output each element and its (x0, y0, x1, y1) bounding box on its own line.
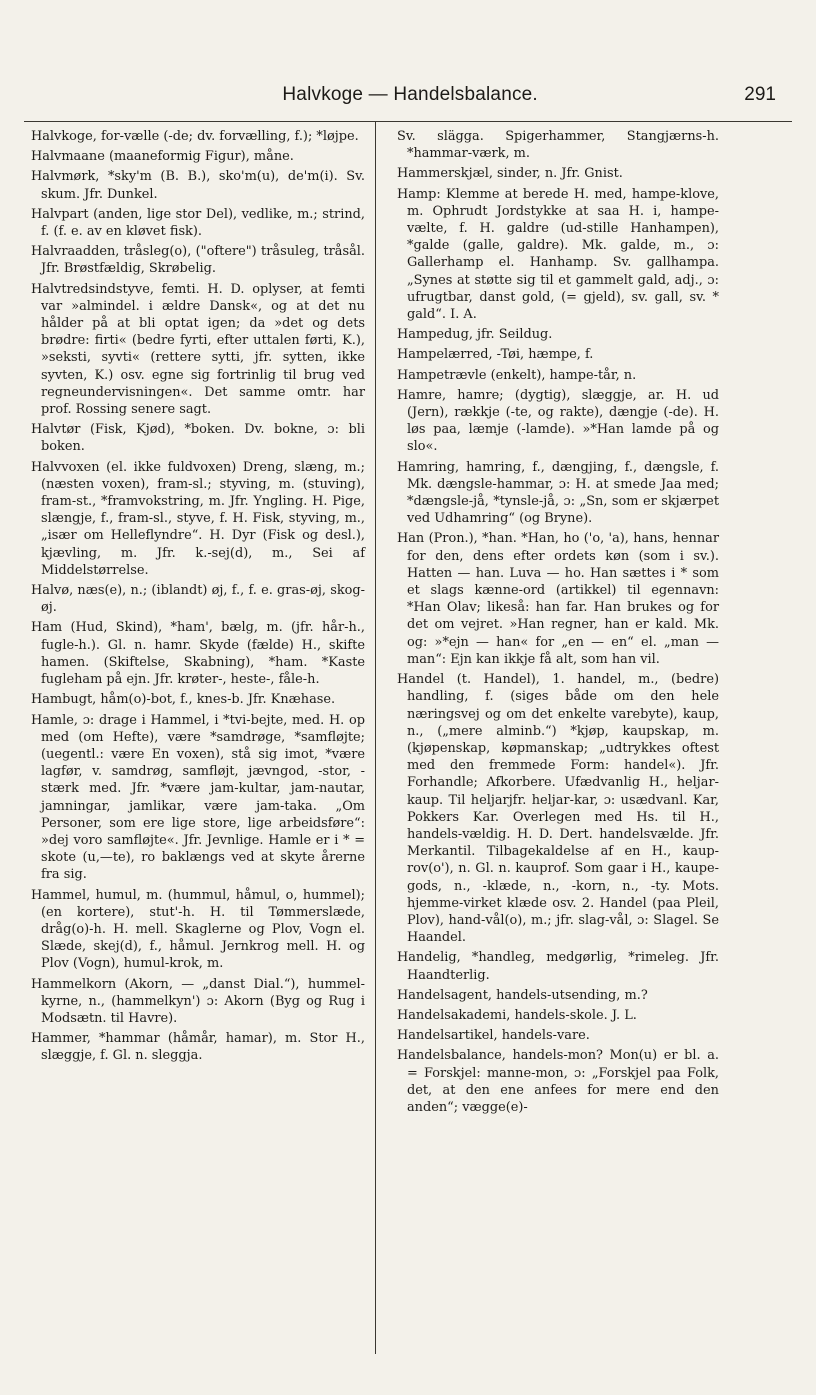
dictionary-entry: Halvtør (Fisk, Kjød), *boken. Dv. bokne, ɔ: bli boken. (31, 422, 365, 455)
dictionary-entry: Halvraadden, tråsleg(o), ("oftere") tråsuleg, tråsål. Jfr. Brøstfældig, Skrøbelig. (31, 244, 365, 277)
dictionary-entry: Handelig, *handleg, medgørlig, *rimeleg. Jfr. Haandterlig. (397, 950, 719, 983)
dictionary-entry: Handelsbalance, handels-mon? Mon(u) er bl. a. = Forskjel: manne-mon, ɔ: „Forskjel paa Folk, det, at den ene anfees for mere end den anden“; vægge(e)- (397, 1048, 719, 1115)
dictionary-entry: Hammelkorn (Akorn, — „danst Dial.“), hummel-kyrne, n., (hammelkyn') ɔ: Akorn (Byg og Rug i Modsætn. til Havre). (31, 976, 365, 1026)
page-number: 291 (744, 84, 776, 105)
dictionary-entry: Hamre, hamre; (dygtig), slæggje, ar. H. ud (Jern), rækkje (-te, og rakte), dængje (-de). H. løs paa, læmje (-lamde). »*Han lamde på og slo«. (397, 387, 719, 455)
header-rule (24, 121, 792, 122)
dictionary-entry: Halvmaane (maaneformig Figur), måne. (31, 149, 294, 165)
dictionary-entry: Hampelærred, -Tøi, hæmpe, f. (397, 347, 594, 363)
running-head: Halvkoge — Handelsbalance. (282, 84, 538, 105)
dictionary-entry: Sv. slägga. Spigerhammer, Stangjærns-h. *hammar-værk, m. (397, 129, 719, 162)
dictionary-entry: Hammer, *hammar (håmår, hamar), m. Stor H., slæggje, f. Gl. n. sleggja. (31, 1031, 365, 1064)
dictionary-entry: Handelsagent, handels-utsending, m.? (397, 987, 648, 1003)
column-divider (375, 122, 376, 1354)
dictionary-entry: Halvvoxen (el. ikke fuldvoxen) Dreng, slæng, m.; (næsten voxen), fram-sl.; styving, m. (stuving), fram-st., *framvokstring, m. Jfr. Yngling. H. Pige, slængje, f., fram-sl., styve, f. H. Fisk, styving, m., „især om Helleflyndre“. H. Dyr (Fisk og desl.), kjævling, m. Jfr. k.-sej(d), m., Sei af Middelstørrelse. (31, 459, 365, 578)
dictionary-entry: Hammel, humul, m. (hummul, håmul, o, hummel); (en kortere), stut'-h. H. til Tømmerslæde, dråg(o)-h. H. mell. Skaglerne og Plov, Vogn el. Slæde, skej(d), f., håmul. Jernkrog mell. H. og Plov (Vogn), humul-krok, m. (31, 887, 365, 972)
dictionary-entry: Handelsartikel, handels-vare. (397, 1028, 590, 1044)
dictionary-entry: Handel (t. Handel), 1. handel, m., (bedre) handling, f. (siges både om den hele næringsvej og om det enkelte varebyte), kaup, n., („mere alminb.“) *kjøp, kaupskap, m. (kjøpenskap, køpmanskap; „udtrykkes oftest med den fremmede Form: handel«). Jfr. Forhandle; Afkorbere. Ufædvanlig H., heljar-kaup. Til heljarjfr. heljar-kar, ɔ: usædvanl. Kar, Pokkers Kar. Overlegen med Hs. til H., handels-vældig. H. D. Dert. handelsvælde. Jfr. Merkantil. Tilbagekaldelse af en H., kaup-rov(o'), n. Gl. n. kauprof. Som gaar i H., kaupe-gods, n., -klæde, n., -korn, n., -ty. Mots. hjemme-virket klæde osv. 2. Handel (paa Pleil, Plov), hand-vål(o), m.; jfr. slag-vål, ɔ: Slagel. Se Haandel. (397, 672, 719, 946)
dictionary-entry: Hampedug, jfr. Seildug. (397, 327, 553, 343)
dictionary-entry: Han (Pron.), *han. *Han, ho ('o, 'a), hans, hennar for den, dens efter ordets køn (som i sv.). Hatten — han. Luva — ho. Han sættes i * som et slags kænne-ord (artikkel) til egennavn: *Han Olav; likeså: han far. Han brukes og for det om vejret. »Han regner, han er kald. Mk. og: »*ejn — han« for „en — en“ el. „man — man“: Ejn kan ikkje få alt, som han vil. (397, 531, 719, 667)
dictionary-entry: Hammerskjæl, sinder, n. Jfr. Gnist. (397, 166, 623, 182)
dictionary-entry: Halvmørk, *sky'm (B. B.), sko'm(u), de'm(i). Sv. skum. Jfr. Dunkel. (31, 169, 365, 202)
dictionary-entry: Hambugt, håm(o)-bot, f., knes-b. Jfr. Knæhase. (31, 692, 336, 708)
page-header (30, 84, 786, 118)
left-column (31, 128, 365, 1068)
dictionary-entry: Halvtredsindstyve, femti. H. D. oplyser, at femti var »almindel. i ældre Dansk«, og at det nu hålder på at bli optat igen; da »det og dets brødre: firti« (bedre fyrti, efter uttalen førti, K.), »seksti, syvti« (rettere sytti, jfr. sytten, ikke syvten, K.) osv. egne sig fortrinlig til brug ved regneundervisningen«. Det samme omtr. har prof. Rossing senere sagt. (31, 281, 365, 418)
dictionary-entry: Hampetrævle (enkelt), hampe-tår, n. (397, 367, 637, 383)
right-column (397, 128, 719, 1119)
dictionary-entry: Halvø, næs(e), n.; (iblandt) øj, f., f. e. gras-øj, skog-øj. (31, 583, 365, 616)
dictionary-entry: Halvkoge, for-vælle (-de; dv. forvælling, f.); *løjpe. (31, 129, 359, 144)
dictionary-entry: Handelsakademi, handels-skole. J. L. (397, 1007, 637, 1023)
dictionary-entry: Halvpart (anden, lige stor Del), vedlike, m.; strind, f. (f. e. av en kløvet fisk). (31, 206, 365, 240)
dictionary-entry: Hamring, hamring, f., dængjing, f., dængsle, f. Mk. dængsle-hammar, ɔ: H. at smede Jaa med; *dængsle-jå, *tynsle-jå, ɔ: „Sn, som er skjærpet ved Udhamring“ (og Bryne). (397, 459, 719, 527)
dictionary-entry: Hamp: Klemme at berede H. med, hampe-klove, m. Ophrudt Jordstykke at saa H. i, hampe-vælte, f. H. galdre (ud-stille Hanhampen), *galde (galle, galdre). Mk. galde, m., ɔ: Gallerhamp el. Hanhamp. Sv. gallhampa. „Synes at støtte sig til et gammelt gald, adj., ɔ: ufrugtbar, danst gold, (= gjeld), sv. gall, sv. * gald“. I. A. (397, 186, 719, 323)
dictionary-entry: Hamle, ɔ: drage i Hammel, i *tvi-bejte, med. H. op med (om Hefte), være *samdrøge, *samfløjte; (uegentl.: være En voxen), stå sig imot, *være lagfør, v. samdrøg, samfløjt, jævngod, -stor, -stærk med. Jfr. *være jam-kultar, jam-nautar, jamningar, jamlikar, være jam-taka. „Om Personer, som ere lige store, lige arbeidsføre“: »dej voro samfløjte«. Jfr. Jevnlige. Hamle er i * = skote (u,—te), ro baklængs ved at skyte årerne fra sig. (31, 712, 365, 883)
dictionary-entry: Ham (Hud, Skind), *ham', bælg, m. (jfr. hår-h., fugle-h.). Gl. n. hamr. Skyde (fælde) H., skifte hamen. (Skiftelse, Skabning), *ham. *Kaste fugleham på ejn. Jfr. krøter-, heste-, fåle-h. (31, 620, 365, 688)
